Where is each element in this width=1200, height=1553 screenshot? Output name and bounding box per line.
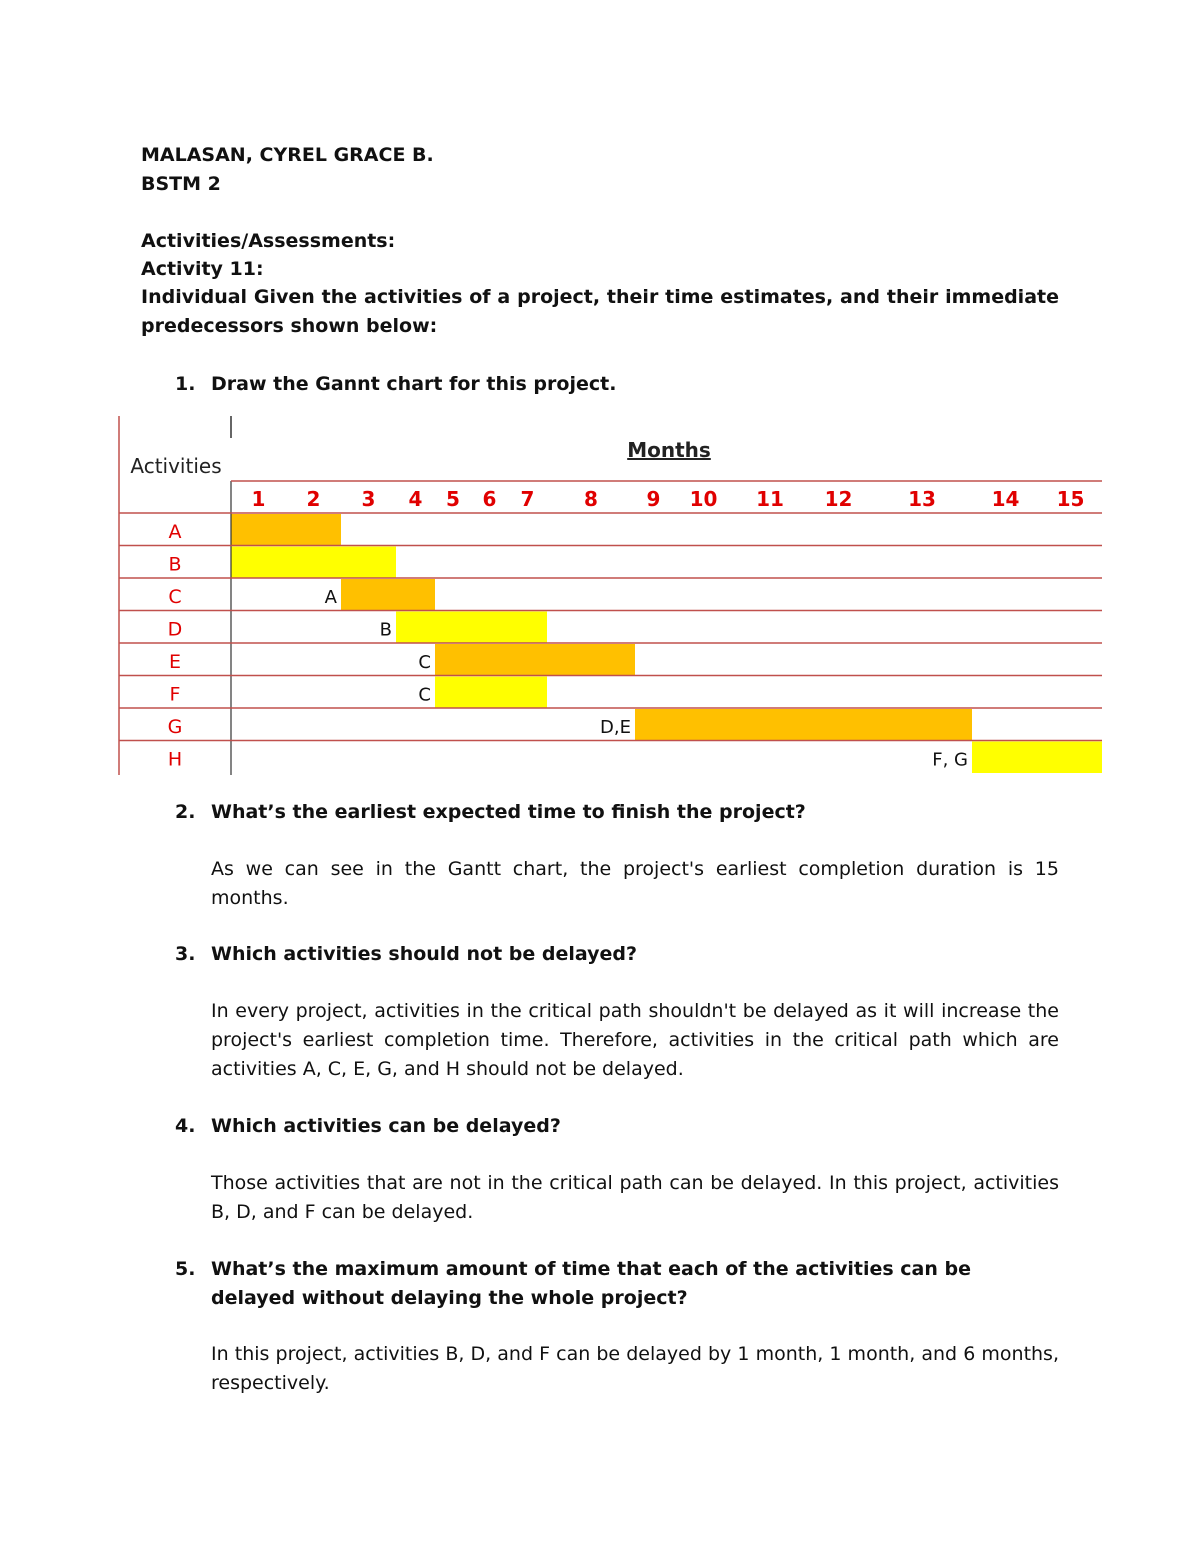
gantt-month-label: 12 bbox=[824, 487, 853, 511]
gantt-month-label: 14 bbox=[991, 487, 1020, 511]
gantt-bar-b bbox=[231, 547, 396, 579]
gantt-month-label: 4 bbox=[408, 487, 423, 511]
question-text: Draw the Gannt chart for this project. bbox=[211, 373, 617, 395]
gantt-row-header: Activities bbox=[130, 454, 222, 478]
gantt-month-label: 11 bbox=[756, 487, 784, 511]
gantt-bar-h bbox=[972, 742, 1102, 774]
gantt-predecessor-label: C bbox=[418, 684, 431, 706]
gantt-month-label: 3 bbox=[361, 487, 376, 511]
question-1 bbox=[175, 370, 1060, 399]
question-number: 4. bbox=[175, 1115, 196, 1137]
intro-paragraph: Individual Given the activities of a project, their time estimates, and their immediate predecessors shown below: bbox=[141, 286, 1059, 337]
gantt-activity-label: H bbox=[167, 748, 183, 771]
section-label: Activities/Assessments: bbox=[141, 230, 396, 252]
question-2 bbox=[175, 798, 1060, 827]
answer-2: As we can see in the Gantt chart, the project's earliest completion duration is 15 months. bbox=[211, 858, 1059, 909]
gantt-month-label: 1 bbox=[251, 487, 266, 511]
question-5 bbox=[175, 1255, 1060, 1313]
answer-5: In this project, activities B, D, and F can be delayed by 1 month, 1 month, and 6 months, respectively. bbox=[211, 1343, 1059, 1394]
gantt-activity-label: A bbox=[168, 521, 182, 543]
student-name: MALASAN, CYREL GRACE B. bbox=[141, 144, 434, 166]
gantt-activity-label: E bbox=[168, 651, 182, 673]
gantt-bar-e bbox=[435, 644, 635, 676]
question-3 bbox=[175, 940, 1060, 969]
answer-4: Those activities that are not in the critical path can be delayed. In this project, activities B, D, and F can be delayed. bbox=[211, 1172, 1059, 1223]
gantt-predecessor-label: C bbox=[418, 652, 431, 673]
gantt-activity-label: D bbox=[167, 618, 183, 641]
gantt-month-label: 9 bbox=[646, 487, 661, 511]
gantt-month-label: 7 bbox=[520, 487, 535, 511]
question-text: Which activities can be delayed? bbox=[211, 1115, 561, 1137]
gantt-predecessor-label: F, G bbox=[932, 749, 968, 771]
gantt-bar-g bbox=[635, 709, 972, 741]
gantt-month-label: 6 bbox=[482, 487, 497, 511]
gantt-month-label: 10 bbox=[689, 487, 718, 511]
gantt-month-label: 15 bbox=[1056, 487, 1085, 511]
gantt-bar-f bbox=[435, 677, 547, 709]
course-label: BSTM 2 bbox=[141, 173, 221, 195]
question-number: 3. bbox=[175, 943, 196, 965]
question-4 bbox=[175, 1112, 1060, 1141]
gantt-activity-label: C bbox=[168, 586, 182, 608]
question-number: 1. bbox=[175, 373, 196, 395]
question-text: What’s the earliest expected time to finish the project? bbox=[211, 801, 806, 823]
gantt-column-header: Months bbox=[627, 438, 711, 462]
answer-3: In every project, activities in the critical path shouldn't be delayed as it will increase the project's earliest completion time. Therefore, activities in the critical path which are activities A, C, E, G, and H should not be delayed. bbox=[211, 1000, 1059, 1080]
gantt-month-label: 8 bbox=[584, 487, 598, 511]
gantt-bar-c bbox=[341, 579, 435, 611]
gantt-activity-label: B bbox=[168, 553, 182, 576]
gantt-bar-d bbox=[396, 612, 547, 644]
gantt-predecessor-label: B bbox=[379, 619, 392, 641]
gantt-month-label: 13 bbox=[908, 487, 936, 511]
question-number: 2. bbox=[175, 801, 196, 823]
gantt-activity-label: F bbox=[169, 683, 181, 706]
gantt-activity-label: G bbox=[167, 716, 183, 738]
gantt-bar-a bbox=[231, 514, 341, 546]
gantt-month-label: 5 bbox=[446, 487, 460, 511]
activity-label: Activity 11: bbox=[141, 258, 264, 280]
question-number: 5. bbox=[175, 1258, 196, 1280]
gantt-predecessor-label: D,E bbox=[600, 717, 631, 738]
gantt-predecessor-label: A bbox=[324, 587, 337, 608]
question-text: What’s the maximum amount of time that each of the activities can be delayed without delaying the whole project? bbox=[211, 1258, 971, 1309]
gantt-month-label: 2 bbox=[306, 487, 321, 511]
question-text: Which activities should not be delayed? bbox=[211, 943, 638, 965]
